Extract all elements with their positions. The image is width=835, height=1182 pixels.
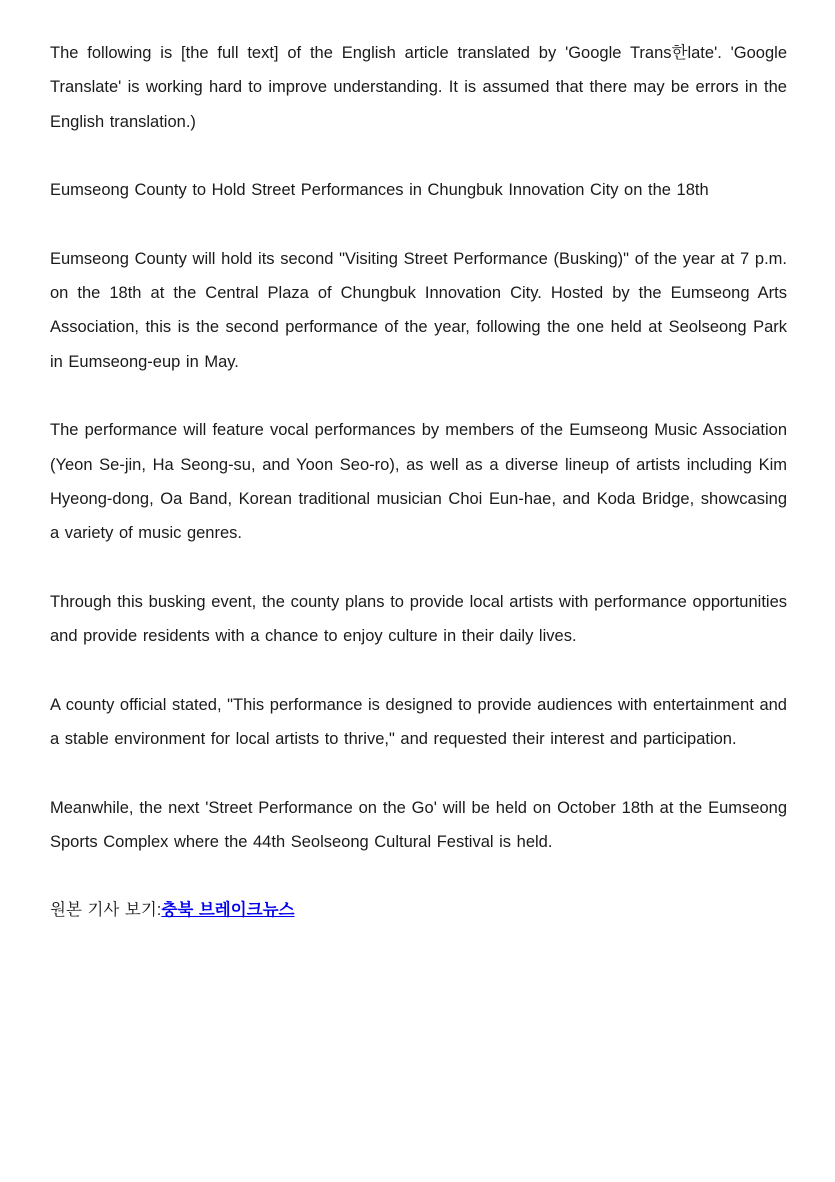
headline: Eumseong County to Hold Street Performances in Chungbuk Innovation City on the 18th [50, 181, 709, 200]
source-link[interactable]: 충북 브레이크뉴스 [161, 901, 295, 920]
document-page [50, 36, 787, 928]
intro-note: The following is [the full text] of the English article translated by 'Google Trans한late'. 'Google Translate' is working hard to improve understanding. It is assumed that there may be errors in the English translation.) [50, 44, 787, 131]
body-paragraph-1: Eumseong County will hold its second "Visiting Street Performance (Busking)" of the year at 7 p.m. on the 18th at the Central Plaza of Chungbuk Innovation City. Hosted by the Eumseong Arts Association, this is the second performance of the year, following the one held at Seolseong Park in Eumseong-eup in May. [50, 249, 787, 371]
source-line [50, 893, 787, 927]
body-paragraph-4: A county official stated, "This performance is designed to provide audiences with entertainment and a stable environment for local artists to thrive," and requested their interest and participation. [50, 695, 787, 748]
source-prefix: 원본 기사 보기: [50, 901, 162, 920]
body-paragraph-3: Through this busking event, the county plans to provide local artists with performance opportunities and provide residents with a chance to enjoy culture in their daily lives. [50, 592, 787, 646]
body-paragraph-5: Meanwhile, the next 'Street Performance on the Go' will be held on October 18th at the Eumseong Sports Complex where the 44th Seolseong Cultural Festival is held. [50, 798, 787, 851]
body-paragraph-2: The performance will feature vocal performances by members of the Eumseong Music Association (Yeon Se-jin, Ha Seong-su, and Yoon Seo-ro), as well as a diverse lineup of artists including Kim Hyeong-dong, Oa Band, Korean traditional musician Choi Eun-hae, and Koda Bridge, showcasing a variety of music genres. [50, 421, 787, 543]
